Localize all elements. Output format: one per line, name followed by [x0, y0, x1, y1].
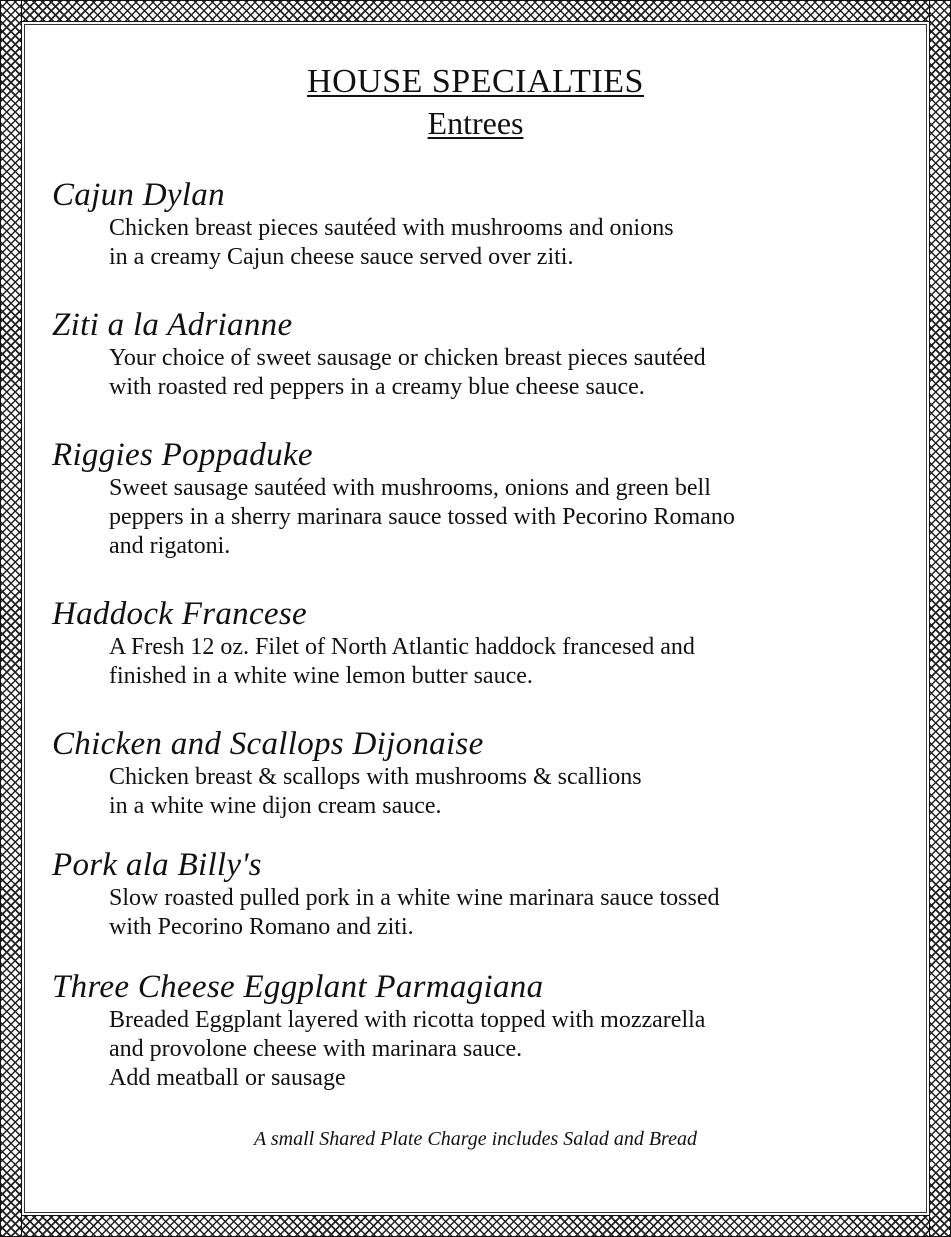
- menu-item-chicken-and-scallops-dijonaise: [52, 725, 892, 821]
- menu-item-name: Riggies Poppaduke: [52, 437, 313, 473]
- menu-item-description: Sweet sausage sautéed with mushrooms, onions and green bell peppers in a sherry marinara sauce tossed with Pecorino Romano and rigatoni.: [109, 475, 735, 559]
- decorative-border-left: [0, 0, 22, 1237]
- menu-item-name: Ziti a la Adrianne: [52, 307, 293, 343]
- decorative-border-right: [929, 0, 951, 1237]
- menu-item-pork-ala-billys: [52, 846, 892, 942]
- menu-item-name: Three Cheese Eggplant Parmagiana: [52, 969, 544, 1005]
- shared-plate-note: A small Shared Plate Charge includes Salad and Bread: [254, 1128, 697, 1150]
- menu-item-name: Cajun Dylan: [52, 177, 225, 213]
- menu-item-description: Breaded Eggplant layered with ricotta topped with mozzarella and provolone cheese with marinara sauce. Add meatball or sausage: [109, 1007, 706, 1091]
- menu-item-description: Chicken breast pieces sautéed with mushrooms and onions in a creamy Cajun cheese sauce served over ziti.: [109, 215, 674, 270]
- menu-item-ziti-a-la-adrianne: [52, 306, 892, 402]
- menu-item-description: Your choice of sweet sausage or chicken breast pieces sautéed with roasted red peppers in a creamy blue cheese sauce.: [109, 345, 706, 400]
- menu-item-cajun-dylan: [52, 176, 892, 272]
- decorative-border-bottom: [0, 1215, 951, 1237]
- page-title: HOUSE SPECIALTIES: [307, 63, 644, 100]
- menu-item-three-cheese-eggplant-parmagiana: [52, 968, 892, 1093]
- menu-item-name: Pork ala Billy's: [52, 847, 262, 883]
- menu-item-description: A Fresh 12 oz. Filet of North Atlantic haddock francesed and finished in a white wine lemon butter sauce.: [109, 634, 695, 689]
- menu-item-riggies-poppaduke: [52, 436, 892, 561]
- section-subtitle: Entrees: [427, 105, 524, 141]
- menu-item-name: Haddock Francese: [52, 596, 307, 632]
- menu-item-haddock-francese: [52, 595, 892, 691]
- decorative-border-top: [0, 0, 951, 22]
- menu-item-description: Chicken breast & scallops with mushrooms & scallions in a white wine dijon cream sauce.: [109, 764, 642, 819]
- menu-item-name: Chicken and Scallops Dijonaise: [52, 726, 484, 762]
- menu-item-description: Slow roasted pulled pork in a white wine marinara sauce tossed with Pecorino Romano and ziti.: [109, 885, 720, 940]
